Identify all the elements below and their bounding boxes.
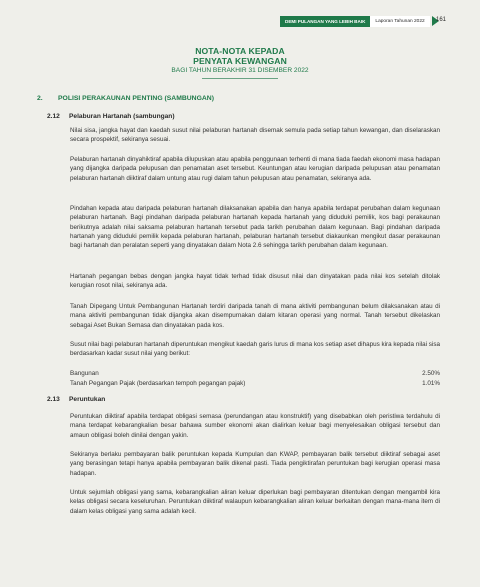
paragraph: Tanah Dipegang Untuk Pembangunan Hartanah terdiri daripada tanah di mana aktiviti pembangunan belum dilaksanakan atau di mana aktiviti pembangunan tidak dijangka akan disempurnakan dalam kitaran operasi yang normal. Tanah tersebut dikelaskan sebagai Aset Bukan Semasa dan dinyatakan pada kos.: [70, 303, 440, 329]
paragraph: Peruntukan diiktiraf apabila terdapat obligasi semasa (perundangan atau konstruktif) yang disebabkan oleh peristiwa terdahulu di mana terdapat kebarangkalian besar bahawa sumber ekonomi akan dialirkan keluar bagi menyelesaikan obligasi tersebut dan amaun obligasi boleh dinilai dengan yakin.: [70, 413, 440, 439]
paragraph: Untuk sejumlah obligasi yang sama, kebarangkalian aliran keluar diperlukan bagi pembayaran ditentukan dengan mengambil kira kelas obligasi secara keseluruhan. Peruntukan diiktiraf walaupun kebarangkalian aliran keluar berkaitan dengan mana-mana item di dalam kelas obligasi yang sama adalah kecil.: [70, 489, 440, 515]
subsection-number: 2.13: [47, 396, 60, 403]
depreciation-rate-row: [70, 369, 440, 378]
subsection-title: Pelaburan Hartanah (sambungan): [69, 113, 175, 120]
subsection-title: Peruntukan: [69, 396, 106, 403]
page-title-line-2: PENYATA KEWANGAN: [193, 56, 287, 66]
page-subtitle: BAGI TAHUN BERAKHIR 31 DISEMBER 2022: [171, 67, 309, 74]
subsection-heading-2-13: [47, 396, 105, 403]
paragraph: Pelaburan hartanah dinyahiktiraf apabila dilupuskan atau apabila penggunaan terhenti di mana tiada faedah ekonomi masa hadapan yang dijangka daripada pelupusan dan penamatan aset tersebut. Keuntungan atau kerugian daripada pelupusan atau penamatan pelaburan hartanah diiktiraf dalam untung atau rugi dalam tahun pelupusan atau penamatan, sekiranya ada.: [70, 156, 440, 182]
paragraph: Pindahan kepada atau daripada pelaburan hartanah dilaksanakan apabila dan hanya apabila terdapat perubahan dalam kegunaan pelaburan hartanah. Bagi pindahan daripada pelaburan hartanah kepada hartanah yang diduduki pemilik, kos bagi perakaunan berikutnya adalah nilai saksama pelaburan hartanah tersebut pada tarikh perubahan dalam kegunaan. Bagi pindahan daripada hartanah yang diduduki pemilik kepada pelaburan hartanah, pelaburan hartanah tersebut diakaunkan mengikut dasar perakaunan bagi hartanah dan peralatan seperti yang dinyatakan dalam Nota 2.6 sehingga tarikh perubahan dalam kegunaan.: [70, 205, 440, 250]
title-divider: [202, 78, 278, 79]
section-heading: [37, 95, 214, 102]
section-number: 2.: [37, 95, 43, 102]
page-title-block: [0, 46, 480, 79]
section-title: POLISI PERAKAUNAN PENTING (SAMBUNGAN): [58, 95, 214, 102]
page-title-line-1: NOTA-NOTA KEPADA: [195, 46, 285, 56]
paragraph: Hartanah pegangan bebas dengan jangka hayat tidak terhad tidak disusut nilai dan dinyatakan pada nilai kos setelah ditolak kerugian rosot nilai, sekiranya ada.: [70, 273, 440, 290]
header-report-title: Laporan Tahunan 2022: [370, 16, 429, 27]
subsection-heading-2-12: [47, 113, 175, 120]
rate-value: 2.50%: [422, 370, 440, 377]
subsection-number: 2.12: [47, 113, 60, 120]
paragraph: Susut nilai bagi pelaburan hartanah diperuntukan mengikut kaedah garis lurus di mana kos setiap aset dihapus kira kepada nilai sisa berdasarkan kadar susut nilai yang berikut:: [70, 341, 440, 358]
rate-label: Bangunan: [70, 370, 99, 377]
depreciation-rate-row: [70, 379, 440, 388]
paragraph: Sekiranya berlaku pembayaran balik peruntukan kepada Kumpulan dan KWAP, pembayaran balik tersebut diiktiraf sebagai aset yang berasingan tetapi hanya apabila pembayaran balik dikenal pasti. Tiada pengiktirafan peruntukan bagi kerugian operasi masa hadapan.: [70, 451, 440, 477]
paragraph: Nilai sisa, jangka hayat dan kaedah susut nilai pelaburan hartanah disemak semula pada setiap tahun kewangan, dan diselaraskan secara prospektif, sekiranya sesuai.: [70, 127, 440, 144]
rate-label: Tanah Pegangan Pajak (berdasarkan tempoh pegangan pajak): [70, 380, 246, 387]
running-header: [280, 16, 430, 27]
page-number: 161: [436, 17, 447, 23]
header-tagline: DEMI PULANGAN YANG LEBIH BAIK: [280, 16, 370, 27]
rate-value: 1.01%: [422, 380, 440, 387]
